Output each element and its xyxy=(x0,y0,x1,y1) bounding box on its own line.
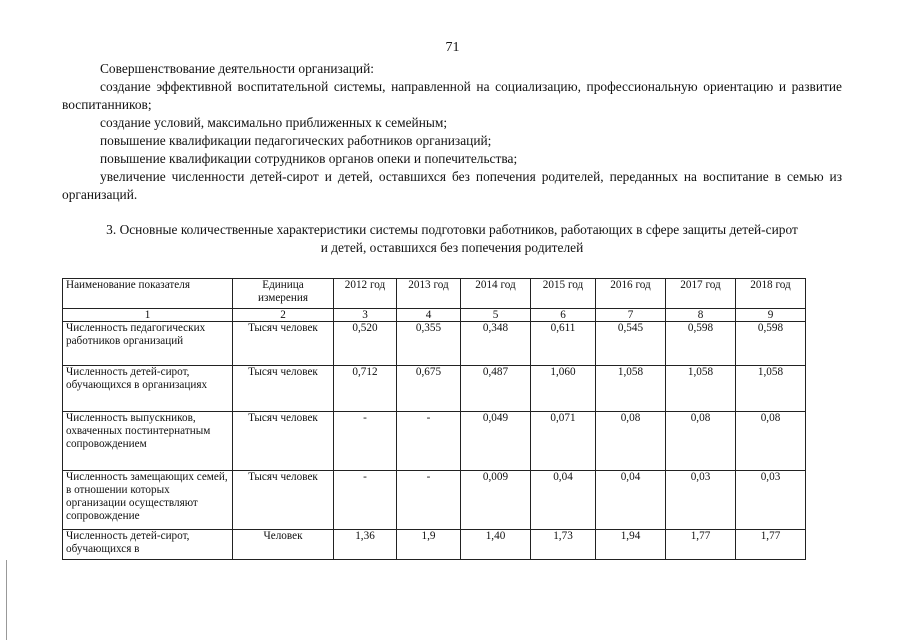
value-cell: 0,520 xyxy=(334,322,397,366)
value-cell: 1,058 xyxy=(596,366,666,412)
unit-cell: Тысяч человек xyxy=(233,471,334,530)
header-cell: 2016 год xyxy=(596,279,666,309)
column-number: 2 xyxy=(233,309,334,322)
value-cell: 1,73 xyxy=(531,530,596,560)
value-cell: 1,40 xyxy=(461,530,531,560)
column-number: 7 xyxy=(596,309,666,322)
value-cell: 1,94 xyxy=(596,530,666,560)
paragraph: создание условий, максимально приближенных к семейным; xyxy=(100,115,448,130)
value-cell: 1,36 xyxy=(334,530,397,560)
column-number: 8 xyxy=(666,309,736,322)
value-cell: 0,675 xyxy=(397,366,461,412)
column-number-row xyxy=(63,309,806,322)
indicators-table xyxy=(62,278,806,560)
header-cell: 2018 год xyxy=(736,279,806,309)
value-cell: 1,058 xyxy=(666,366,736,412)
value-cell: 1,9 xyxy=(397,530,461,560)
value-cell: 0,009 xyxy=(461,471,531,530)
header-cell: 2013 год xyxy=(397,279,461,309)
value-cell: 1,77 xyxy=(736,530,806,560)
section-heading-line: 3. Основные количественные характеристики системы подготовки работников, работающих в сфере защиты детей-сирот xyxy=(106,222,798,237)
header-cell: 2017 год xyxy=(666,279,736,309)
value-cell: 0,545 xyxy=(596,322,666,366)
value-cell: 0,03 xyxy=(666,471,736,530)
page-edge-line xyxy=(6,560,7,640)
value-cell: 0,611 xyxy=(531,322,596,366)
column-number: 9 xyxy=(736,309,806,322)
value-cell: 1,058 xyxy=(736,366,806,412)
intro-paragraphs xyxy=(62,60,842,204)
header-cell: Единица измерения xyxy=(233,279,334,309)
value-cell: 0,712 xyxy=(334,366,397,412)
value-cell: 0,598 xyxy=(736,322,806,366)
value-cell: - xyxy=(334,412,397,471)
header-cell: 2012 год xyxy=(334,279,397,309)
indicator-name: Численность выпускников, охваченных постинтернатным сопровождением xyxy=(63,412,233,471)
table-row xyxy=(63,412,806,471)
value-cell: 0,03 xyxy=(736,471,806,530)
value-cell: 0,08 xyxy=(666,412,736,471)
value-cell: 0,071 xyxy=(531,412,596,471)
paragraph: увеличение численности детей-сирот и детей, оставшихся без попечения родителей, переданных на воспитание в семью из организаций. xyxy=(62,169,842,202)
table-row xyxy=(63,322,806,366)
paragraph: Совершенствование деятельности организаций: xyxy=(100,61,374,76)
unit-cell: Тысяч человек xyxy=(233,412,334,471)
unit-cell: Тысяч человек xyxy=(233,366,334,412)
value-cell: 0,04 xyxy=(596,471,666,530)
unit-cell: Тысяч человек xyxy=(233,322,334,366)
table-header-row xyxy=(63,279,806,309)
column-number: 6 xyxy=(531,309,596,322)
paragraph: повышение квалификации педагогических работников организаций; xyxy=(100,133,492,148)
value-cell: - xyxy=(397,412,461,471)
indicator-name: Численность педагогических работников организаций xyxy=(63,322,233,366)
value-cell: 0,04 xyxy=(531,471,596,530)
table-row xyxy=(63,471,806,530)
column-number: 1 xyxy=(63,309,233,322)
table-row xyxy=(63,366,806,412)
column-number: 4 xyxy=(397,309,461,322)
table-row xyxy=(63,530,806,560)
section-heading xyxy=(62,221,842,257)
value-cell: 0,08 xyxy=(596,412,666,471)
value-cell: 0,08 xyxy=(736,412,806,471)
indicator-name: Численность замещающих семей, в отношении которых организации осуществляют сопровождение xyxy=(63,471,233,530)
value-cell: 0,355 xyxy=(397,322,461,366)
indicator-name: Численность детей-сирот, обучающихся в организациях xyxy=(63,366,233,412)
column-number: 5 xyxy=(461,309,531,322)
paragraph: повышение квалификации сотрудников органов опеки и попечительства; xyxy=(100,151,518,166)
page-number: 71 xyxy=(445,40,460,55)
indicator-name: Численность детей-сирот, обучающихся в xyxy=(63,530,233,560)
value-cell: 0,598 xyxy=(666,322,736,366)
value-cell: 0,348 xyxy=(461,322,531,366)
value-cell: - xyxy=(397,471,461,530)
value-cell: - xyxy=(334,471,397,530)
value-cell: 0,487 xyxy=(461,366,531,412)
paragraph: создание эффективной воспитательной системы, направленной на социализацию, профессиональную ориентацию и развитие воспитанников; xyxy=(62,79,842,112)
value-cell: 1,060 xyxy=(531,366,596,412)
value-cell: 0,049 xyxy=(461,412,531,471)
header-cell: 2015 год xyxy=(531,279,596,309)
column-number: 3 xyxy=(334,309,397,322)
header-cell: Наименование показателя xyxy=(63,279,233,309)
header-cell: 2014 год xyxy=(461,279,531,309)
section-heading-line: и детей, оставшихся без попечения родителей xyxy=(320,240,584,255)
value-cell: 1,77 xyxy=(666,530,736,560)
unit-cell: Человек xyxy=(233,530,334,560)
